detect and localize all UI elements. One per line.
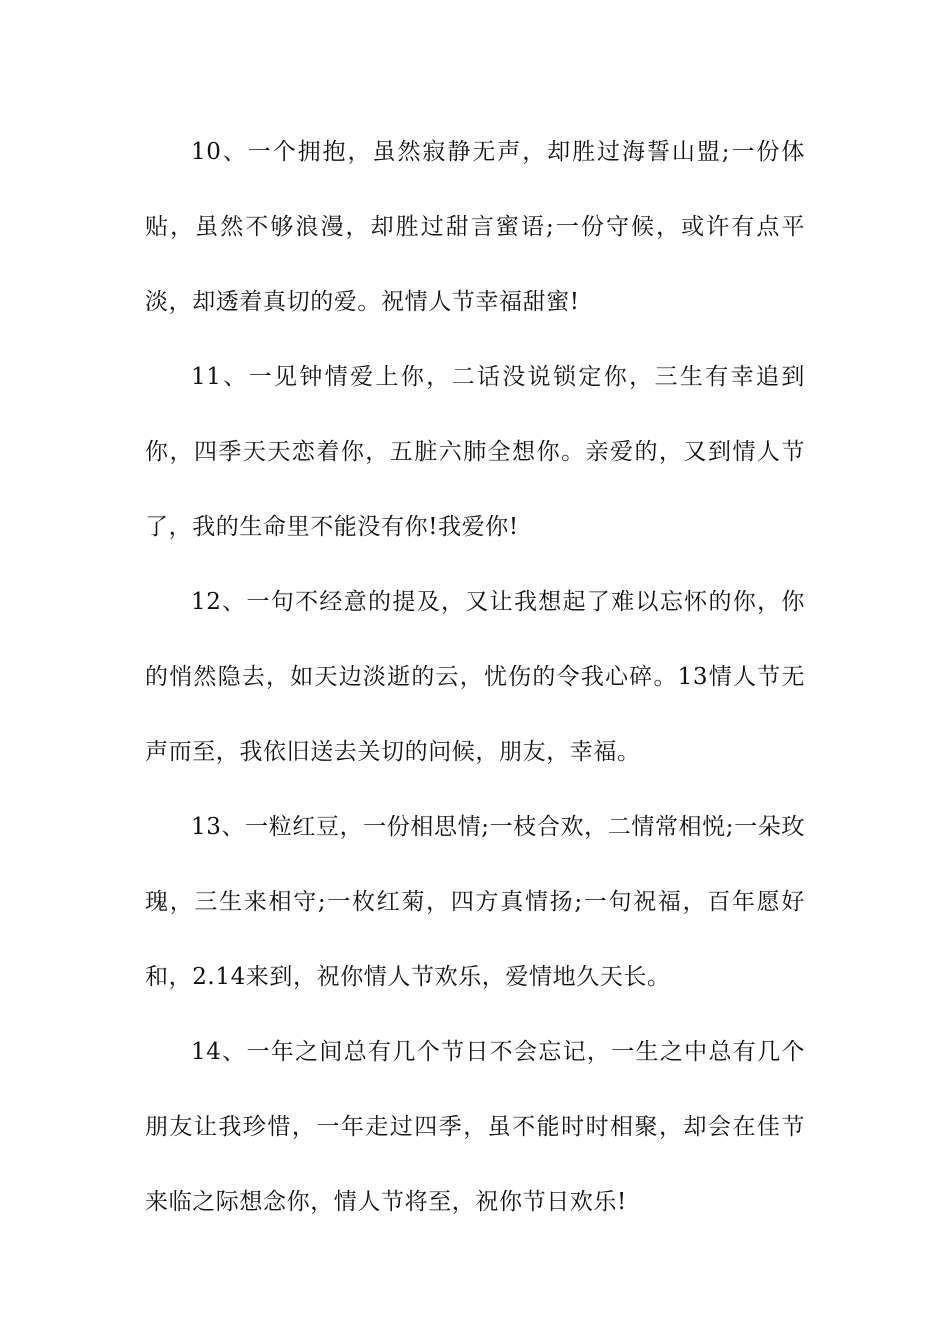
paragraph-11: 11、一见钟情爱上你，二话没说锁定你，三生有幸追到你，四季天天恋着你，五脏六肺全想你。亲爱的，又到情人节了，我的生命里不能没有你!我爱你!	[145, 364, 805, 540]
paragraph-13: 13、一粒红豆，一份相思情;一枝合欢，二情常相悦;一朵玫瑰，三生来相守;一枚红菊，四方真情扬;一句祝福，百年愿好和，2.14来到，祝你情人节欢乐，爱情地久天长。	[145, 814, 805, 990]
paragraph-12: 12、一句不经意的提及，又让我想起了难以忘怀的你，你的悄然隐去，如天边淡逝的云，忧伤的令我心碎。13情人节无声而至，我依旧送去关切的问候，朋友，幸福。	[145, 589, 805, 765]
paragraph-10: 10、一个拥抱，虽然寂静无声，却胜过海誓山盟;一份体贴，虽然不够浪漫，却胜过甜言蜜语;一份守候，或许有点平淡，却透着真切的爱。祝情人节幸福甜蜜!	[145, 139, 805, 315]
paragraph-14: 14、一年之间总有几个节日不会忘记，一生之中总有几个朋友让我珍惜，一年走过四季，虽不能时时相聚，却会在佳节来临之际想念你，情人节将至，祝你节日欢乐!	[145, 1039, 805, 1215]
document-body	[145, 115, 805, 1240]
